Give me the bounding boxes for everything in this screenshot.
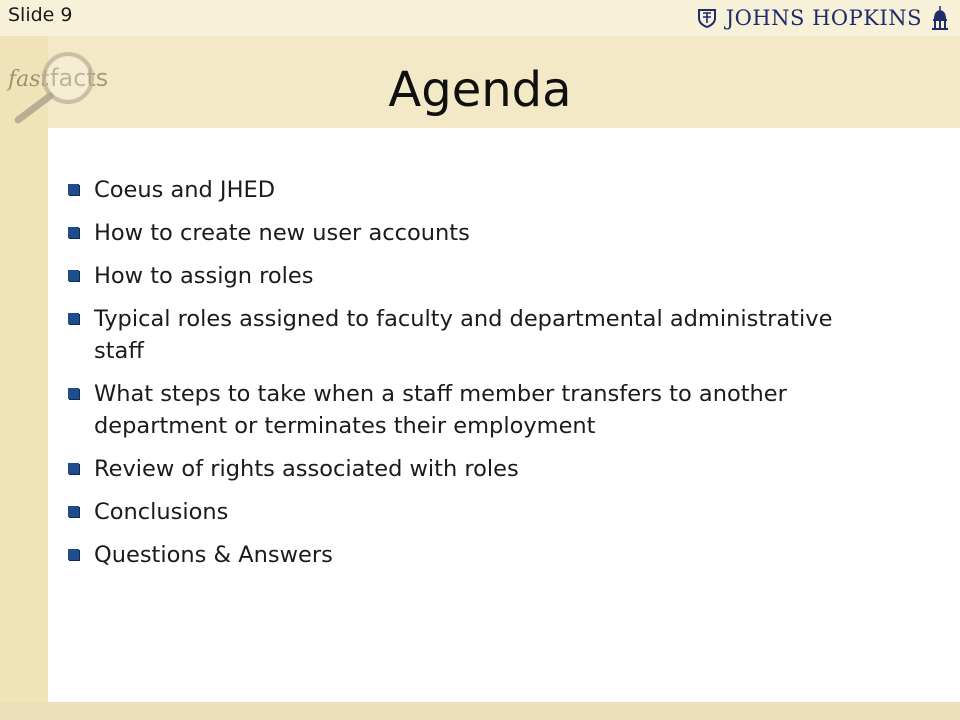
square-bullet-icon	[68, 388, 79, 399]
list-item: How to create new user accounts	[66, 217, 886, 249]
square-bullet-icon	[68, 506, 79, 517]
list-item: What steps to take when a staff member transfers to another department or terminates their employment	[66, 378, 886, 442]
left-margin-band	[0, 36, 48, 720]
square-bullet-icon	[68, 184, 79, 195]
institution-name: JOHNS HOPKINS	[725, 6, 922, 30]
slide-number: Slide 9	[8, 4, 73, 26]
square-bullet-icon	[68, 549, 79, 560]
list-item: Review of rights associated with roles	[66, 453, 886, 485]
agenda-list	[66, 174, 886, 582]
square-bullet-icon	[68, 227, 79, 238]
square-bullet-icon	[68, 463, 79, 474]
footer-band	[0, 702, 960, 720]
johns-hopkins-logo	[696, 4, 950, 32]
list-item: Typical roles assigned to faculty and departmental administrative staff	[66, 303, 886, 367]
square-bullet-icon	[68, 270, 79, 281]
dome-building-icon	[930, 5, 950, 31]
list-item: How to assign roles	[66, 260, 886, 292]
list-item: Conclusions	[66, 496, 886, 528]
slide-title: Agenda	[388, 62, 572, 118]
badge-word-fast: fast	[8, 67, 50, 92]
list-item: Questions & Answers	[66, 539, 886, 571]
square-bullet-icon	[68, 313, 79, 324]
badge-word-facts: facts	[50, 64, 109, 92]
list-item: Coeus and JHED	[66, 174, 886, 206]
shield-icon	[696, 7, 718, 29]
